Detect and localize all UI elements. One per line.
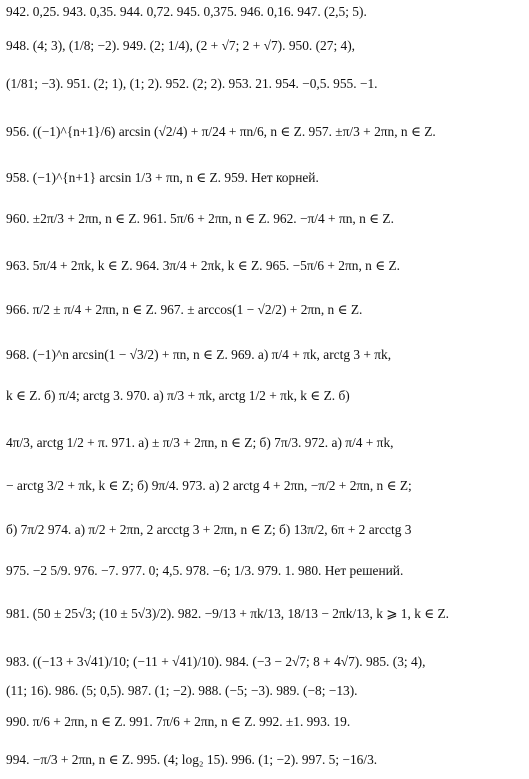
- answer-line-994: 994. −π/3 + 2πn, n ∈ Z. 995. (4; log₂ 15). 996. (1; −2). 997. 5; −16/3.: [6, 752, 378, 767]
- answer-line-973-cont: б) 7π/2 974. а) π/2 + 2πn, 2 arcctg 3 + 2πn, n ∈ Z; б) 13π/2, 6π + 2 arcctg 3: [6, 522, 412, 537]
- answer-line-958: 958. (−1)^{n+1} arcsin 1/3 + πn, n ∈ Z. 959. Нет корней.: [6, 170, 319, 185]
- answer-line-963: 963. 5π/4 + 2πk, k ∈ Z. 964. 3π/4 + 2πk, k ∈ Z. 965. −5π/6 + 2πn, n ∈ Z.: [6, 258, 400, 273]
- answer-line-990: 990. π/6 + 2πn, n ∈ Z. 991. 7π/6 + 2πn, n ∈ Z. 992. ±1. 993. 19.: [6, 714, 351, 729]
- answer-line-969-cont: k ∈ Z. б) π/4; arctg 3. 970. а) π/3 + πk, arctg 1/2 + πk, k ∈ Z. б): [6, 388, 350, 403]
- answer-line-975: 975. −2 5/9. 976. −7. 977. 0; 4,5. 978. −6; 1/3. 979. 1. 980. Нет решений.: [6, 563, 404, 578]
- answer-line-985-cont: (11; 16). 986. (5; 0,5). 987. (1; −2). 988. (−5; −3). 989. (−8; −13).: [6, 683, 358, 698]
- answer-line-966: 966. π/2 ± π/4 + 2πn, n ∈ Z. 967. ± arccos(1 − √2/2) + 2πn, n ∈ Z.: [6, 302, 363, 317]
- answer-line-972-cont: − arctg 3/2 + πk, k ∈ Z; б) 9π/4. 973. а) 2 arctg 4 + 2πn, −π/2 + 2πn, n ∈ Z;: [6, 478, 412, 493]
- answer-line-968: 968. (−1)^n arcsin(1 − √3/2) + πn, n ∈ Z. 969. а) π/4 + πk, arctg 3 + πk,: [6, 347, 392, 362]
- answer-line-956: 956. ((−1)^{n+1}/6) arcsin (√2/4) + π/24 + πn/6, n ∈ Z. 957. ±π/3 + 2πn, n ∈ Z.: [6, 124, 436, 139]
- answer-line-981: 981. (50 ± 25√3; (10 ± 5√3)/2). 982. −9/13 + πk/13, 18/13 − 2πk/13, k ⩾ 1, k ∈ Z.: [6, 606, 450, 621]
- answer-line-960: 960. ±2π/3 + 2πn, n ∈ Z. 961. 5π/6 + 2πn, n ∈ Z. 962. −π/4 + πn, n ∈ Z.: [6, 211, 394, 226]
- answer-line-983: 983. ((−13 + 3√41)/10; (−11 + √41)/10). 984. (−3 − 2√7; 8 + 4√7). 985. (3; 4),: [6, 654, 426, 669]
- answer-line-948: 948. (4; 3), (1/8; −2). 949. (2; 1/4), (2 + √7; 2 + √7). 950. (27; 4),: [6, 38, 356, 53]
- answer-line-970-cont: 4π/3, arctg 1/2 + π. 971. а) ± π/3 + 2πn, n ∈ Z; б) 7π/3. 972. а) π/4 + πk,: [6, 435, 394, 450]
- answer-line-942: 942. 0,25. 943. 0,35. 944. 0,72. 945. 0,375. 946. 0,16. 947. (2,5; 5).: [6, 4, 367, 19]
- answer-line-951: (1/81; −3). 951. (2; 1), (1; 2). 952. (2; 2). 953. 21. 954. −0,5. 955. −1.: [6, 76, 378, 91]
